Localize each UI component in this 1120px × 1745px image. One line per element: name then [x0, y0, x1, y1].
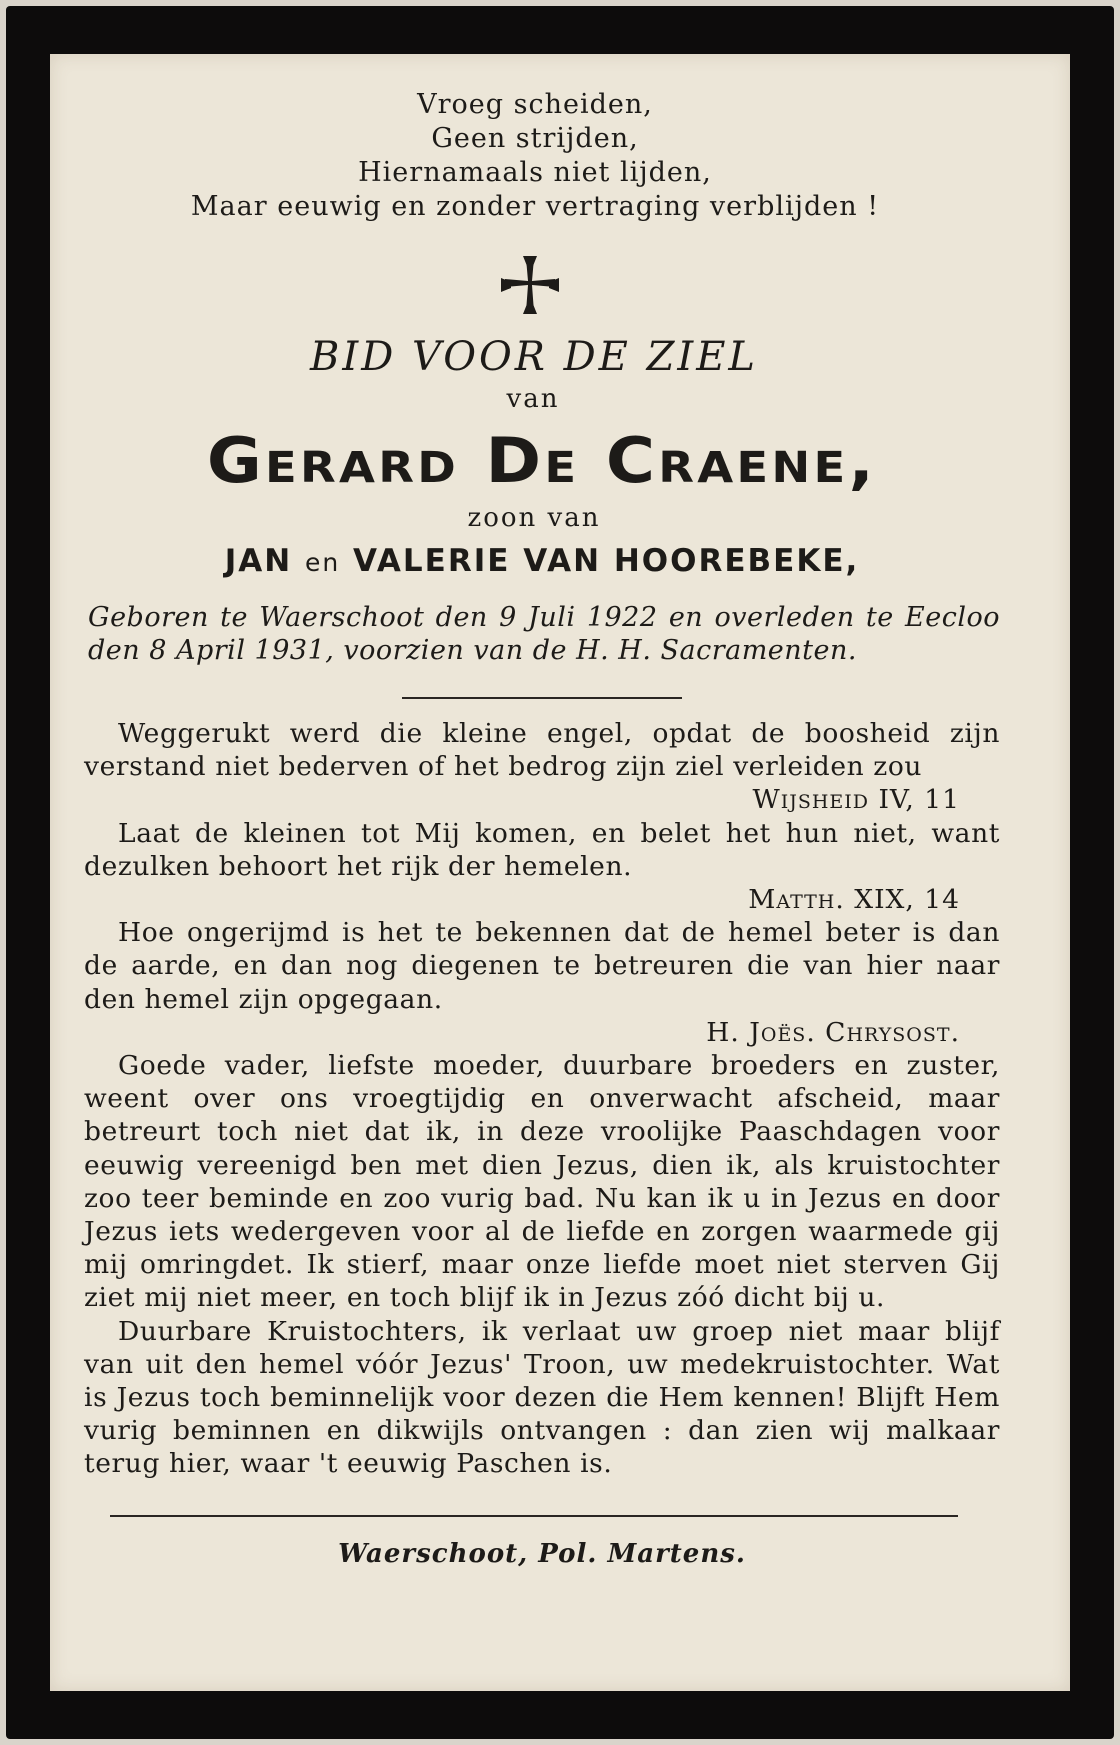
divider	[402, 697, 682, 699]
prayer-heading: BID VOOR DE ZIEL	[310, 334, 758, 380]
birth-death-text: Geboren te Waerschoot den 9 Juli 1922 en overleden te Eecloo den 8 April 1931, voorzien van de H. H. Sacramenten.	[88, 602, 1000, 666]
connector: en	[304, 548, 341, 577]
son-of-label: zoon van	[467, 503, 601, 533]
card-content	[84, 88, 1000, 1569]
poem-line: Geen strijden,	[431, 123, 639, 154]
quote-text: Weggerukt werd die kleine engel, opdat de boosheid zijn verstand niet bederven of het bedrog zijn ziel verleiden zou	[84, 718, 1000, 783]
mother-name: VALERIE VAN HOOREBEKE,	[353, 543, 860, 579]
cross-icon	[60, 252, 1000, 318]
quote-reference: Wijsheid IV, 11	[752, 784, 960, 816]
poem-line: Maar eeuwig en zonder vertraging verblijden !	[190, 191, 880, 222]
poem-line: Vroeg scheiden,	[417, 89, 653, 120]
poem-line: Hiernamaals niet lijden,	[358, 157, 712, 188]
quote-text: Laat de kleinen tot Mij komen, en belet het hun niet, want dezulken behoort het rijk der hemelen.	[84, 817, 1000, 882]
printer-imprint: Waerschoot, Pol. Martens.	[338, 1538, 746, 1569]
farewell-paragraph: Goede vader, liefste moeder, duurbare broeders en zuster, weent over ons vroegtijdig en onverwacht afscheid, maar betreurt toch niet dat ik, in deze vroolijke Paaschdagen voor eeuwig vereenigd ben met dien Jezus, dien ik, als kruistochter zoo teer beminde en zoo vurig bad. Nu kan ik u in Jezus en door Jezus iets wedergeven voor al de liefde en zorgen waarmede gij mij omringdet. Ik stierf, maar onze liefde moet niet sterven Gij ziet mij niet meer, en toch blijf ik in Jezus zóó dicht bij u.	[84, 1050, 1000, 1314]
quote-reference: Matth. XIX, 14	[748, 884, 960, 916]
divider	[110, 1515, 958, 1517]
quote-text: Hoe ongerijmd is het te bekennen dat de hemel beter is dan de aarde, en dan nog diegenen te betreuren die van hier naar den hemel zijn opgegaan.	[84, 917, 1000, 1015]
van-label: van	[506, 384, 560, 414]
parents-names	[84, 543, 1000, 579]
opening-poem	[70, 88, 1000, 224]
quote-reference: H. Joës. Chrysost.	[706, 1016, 960, 1048]
body-text	[84, 717, 1000, 1481]
father-name: JAN	[224, 543, 293, 579]
deceased-name: Gerard De Craene,	[206, 424, 878, 497]
farewell-paragraph: Duurbare Kruistochters, ik verlaat uw groep niet maar blijf van uit den hemel vóór Jezus' Troon, uw medekruistochter. Wat is Jezus toch beminnelijk voor dezen die Hem kennen! Blijft Hem vurig beminnen en dikwijls ontvangen : dan zien wij malkaar terug hier, waar 't eeuwig Paschen is.	[84, 1315, 1000, 1480]
